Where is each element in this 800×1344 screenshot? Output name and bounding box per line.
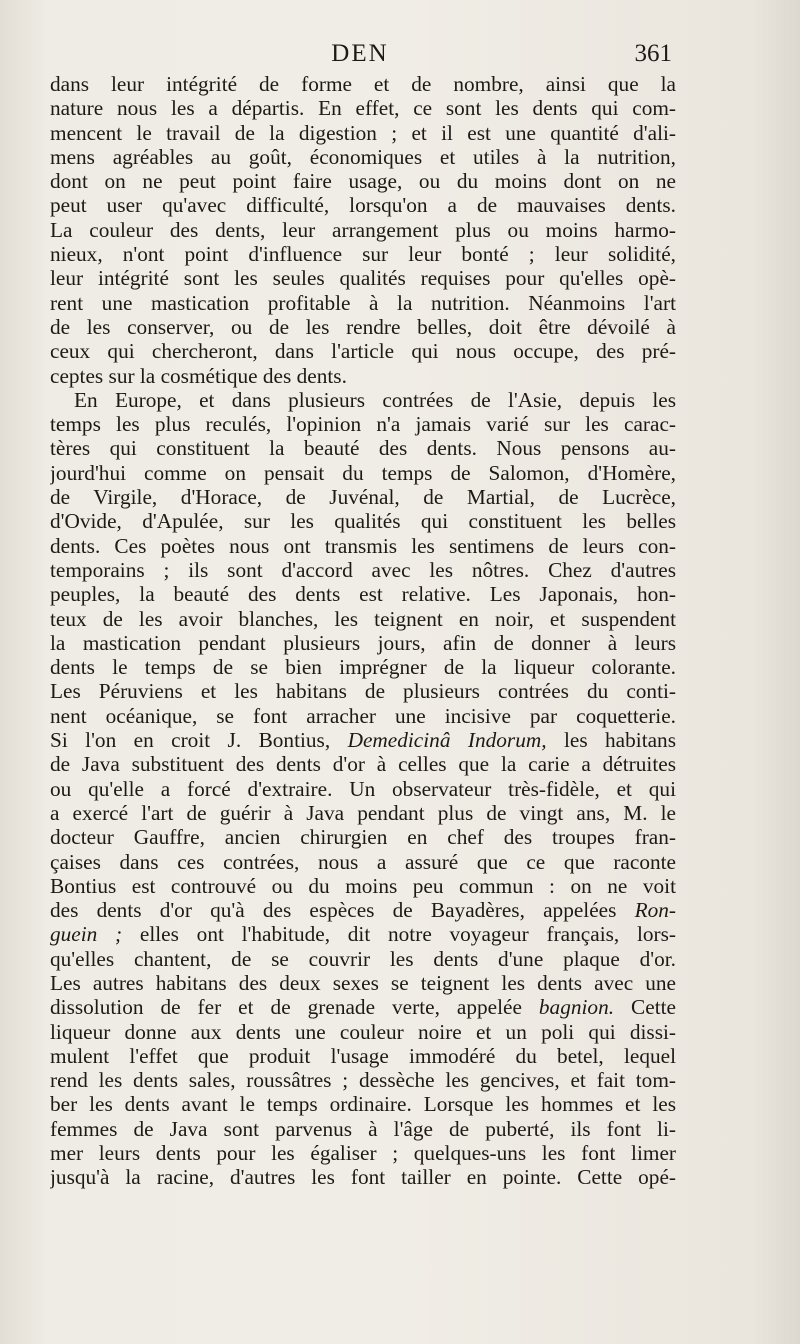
text-line: jourd'hui comme on pensait du temps de Salomon, d'Homère,	[50, 460, 676, 485]
text-segment: Si l'on en croit J. Bontius,	[50, 728, 348, 753]
text-segment: les habitans	[546, 728, 676, 753]
text-line: femmes de Java sont parvenus à l'âge de puberté, ils font li-	[50, 1116, 676, 1141]
text-line: mens agréables au goût, économiques et utiles à la nutrition,	[50, 144, 676, 169]
text-line: nieux, n'ont point d'influence sur leur bonté ; leur solidité,	[50, 242, 676, 267]
text-line: dont on ne peut point faire usage, ou du moins dont on ne	[50, 169, 676, 194]
text-line: tères qui constituent la beauté des dents. Nous pensons au-	[50, 436, 676, 461]
running-head-title: DEN	[331, 40, 389, 67]
text-line: temporains ; ils sont d'accord avec les nôtres. Chez d'autres	[50, 557, 676, 582]
text-line: Bontius est controuvé ou du moins peu commun : on ne voit	[50, 873, 676, 898]
text-line: de Virgile, d'Horace, de Juvénal, de Martial, de Lucrèce,	[50, 485, 676, 510]
text-line: jusqu'à la racine, d'autres les font tailler en pointe. Cette opé-	[50, 1165, 676, 1190]
text-line: Les Péruviens et les habitans de plusieurs contrées du conti-	[50, 679, 676, 704]
text-line: Les autres habitans des deux sexes se teignent les dents avec une	[50, 970, 676, 995]
text-line: docteur Gauffre, ancien chirurgien en chef des troupes fran-	[50, 825, 676, 850]
text-line: peuples, la beauté des dents est relative. Les Japonais, hon-	[50, 582, 676, 607]
text-line: dents le temps de se bien imprégner de la liqueur colorante.	[50, 655, 676, 680]
text-line: liqueur donne aux dents une couleur noire et un poli qui dissi-	[50, 1019, 676, 1044]
text-segment: dissolution de fer et de grenade verte, appelée	[50, 995, 539, 1020]
italic-title: bagnion.	[538, 995, 615, 1020]
text-line: En Europe, et dans plusieurs contrées de l'Asie, depuis les	[74, 387, 676, 412]
text-line	[50, 728, 676, 752]
text-line: La couleur des dents, leur arrangement plus ou moins harmo-	[50, 217, 676, 242]
text-line: leur intégrité sont les seules qualités requises pour qu'elles opè-	[50, 266, 676, 291]
text-line: mer leurs dents pour les égaliser ; quelques-uns les font limer	[50, 1141, 676, 1166]
text-line	[50, 995, 676, 1019]
text-line: nent océanique, se font arracher une incisive par coquetterie.	[50, 703, 676, 728]
text-line: peut user qu'avec difficulté, lorsqu'on a de mauvaises dents.	[50, 193, 676, 218]
text-line: temps les plus reculés, l'opinion n'a jamais varié sur les carac-	[50, 412, 676, 437]
italic-title: Ron-	[634, 898, 676, 923]
text-line	[50, 898, 676, 922]
text-line: ceptes sur la cosmétique des dents.	[50, 363, 347, 388]
text-segment: des dents d'or qu'à des espèces de Bayadères, appelées	[50, 898, 635, 923]
text-segment: elles ont l'habitude, dit notre voyageur français, lors-	[122, 922, 676, 947]
body-text	[50, 72, 676, 1190]
text-line: ber les dents avant le temps ordinaire. Lorsque les hommes et les	[50, 1092, 676, 1117]
text-line: rend les dents sales, roussâtres ; dessèche les gencives, et fait tom-	[50, 1068, 676, 1093]
text-line: nature nous les a départis. En effet, ce sont les dents qui com-	[50, 96, 676, 121]
italic-title: guein ;	[50, 922, 123, 947]
text-line: ou qu'elle a forcé d'extraire. Un observateur très-fidèle, et qui	[50, 776, 676, 801]
text-line: la mastication pendant plusieurs jours, afin de donner à leurs	[50, 630, 676, 655]
text-segment: Cette	[614, 995, 676, 1020]
text-line: teux de les avoir blanches, les teignent en noir, et suspendent	[50, 606, 676, 631]
running-head	[50, 38, 670, 72]
text-line: çaises dans ces contrées, nous a assuré que ce que raconte	[50, 849, 676, 874]
text-line: rent une mastication profitable à la nutrition. Néanmoins l'art	[50, 290, 676, 315]
text-line: qu'elles chantent, de se couvrir les dents d'une plaque d'or.	[50, 946, 676, 971]
italic-title: Demedicinâ Indorum,	[347, 728, 547, 753]
text-line: ceux qui chercheront, dans l'article qui nous occupe, des pré-	[50, 339, 676, 364]
text-line: d'Ovide, d'Apulée, sur les qualités qui constituent les belles	[50, 509, 676, 534]
text-line: dents. Ces poètes nous ont transmis les sentimens de leurs con-	[50, 533, 676, 558]
text-line: mulent l'effet que produit l'usage immodéré du betel, lequel	[50, 1043, 676, 1068]
text-line: dans leur intégrité de forme et de nombre, ainsi que la	[50, 72, 676, 96]
text-line: a exercé l'art de guérir à Java pendant plus de vingt ans, M. le	[50, 800, 676, 825]
text-line: mencent le travail de la digestion ; et il est une quantité d'ali-	[50, 120, 676, 145]
text-line	[50, 922, 676, 946]
text-line: de Java substituent des dents d'or à celles que la carie a détruites	[50, 752, 676, 777]
page-number: 361	[634, 40, 672, 67]
text-line: de les conserver, ou de les rendre belles, doit être dévoilé à	[50, 314, 676, 339]
